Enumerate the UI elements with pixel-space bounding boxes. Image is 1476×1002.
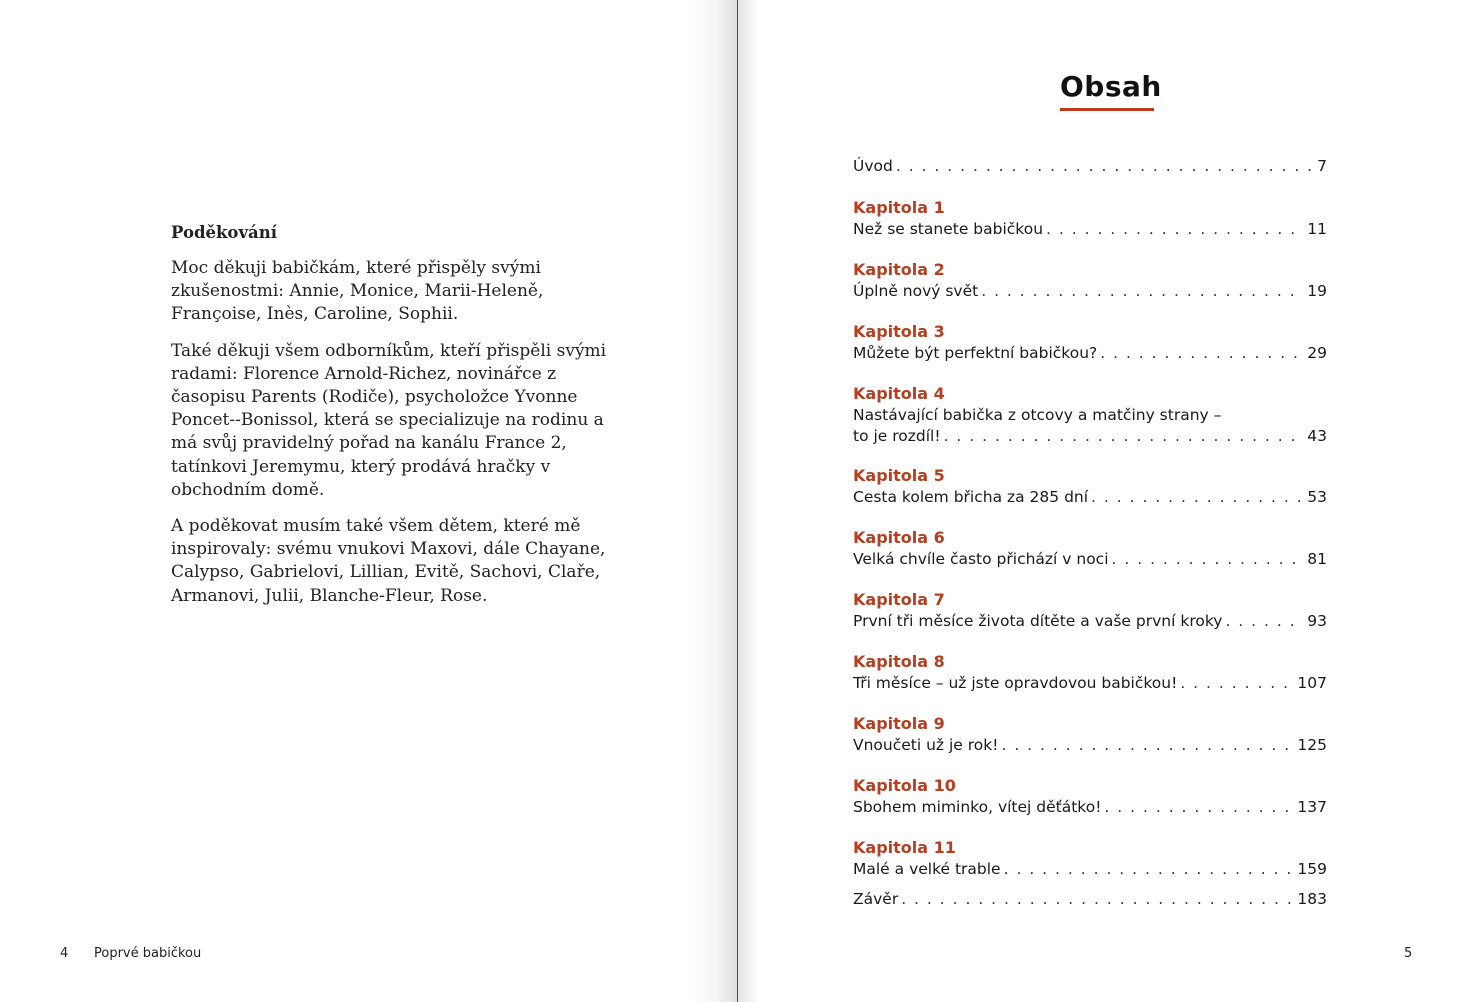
toc-entry-title: Úvod: [853, 157, 893, 175]
toc-entry-line: [853, 859, 1327, 880]
toc-entry-line: [853, 343, 1327, 364]
toc-entry-line: [853, 549, 1327, 570]
toc-page-number: 159: [1297, 860, 1327, 878]
toc-chapter-label: Kapitola 6: [853, 528, 945, 547]
toc-entry[interactable]: [853, 889, 1327, 910]
left-page-number: 4: [60, 946, 69, 961]
toc-entry-line: [853, 735, 1327, 756]
toc-dot-leader: [1104, 797, 1294, 818]
gutter-shadow-right: [738, 0, 760, 1002]
toc-entry-line: [853, 673, 1327, 694]
toc-entry-line: [853, 156, 1327, 177]
toc-dot-leader: [1112, 549, 1305, 570]
toc-entry-title: Než se stanete babičkou: [853, 220, 1044, 238]
toc-page-number: 43: [1307, 427, 1327, 445]
toc-chapter-label: Kapitola 2: [853, 260, 945, 279]
toc-dot-leader: [1180, 673, 1294, 694]
right-page-number: 5: [1404, 946, 1413, 961]
toc-page-number: 81: [1307, 550, 1327, 568]
toc-page-number: 137: [1297, 798, 1327, 816]
toc-entry-line: [853, 426, 1327, 447]
toc-chapter-label: Kapitola 10: [853, 776, 956, 795]
toc-entry-title: Nastávající babička z otcovy a matčiny strany –: [853, 406, 1222, 424]
running-title: Poprvé babičkou: [94, 946, 202, 961]
toc-page-number: 183: [1297, 890, 1327, 908]
toc-entry[interactable]: [853, 838, 1327, 880]
toc-page-number: 125: [1297, 736, 1327, 754]
toc-title-underline: [1060, 108, 1154, 111]
toc-chapter-label: Kapitola 7: [853, 590, 945, 609]
toc-chapter-label: Kapitola 4: [853, 384, 945, 403]
toc-dot-leader: [981, 281, 1304, 302]
toc-dot-leader: [896, 156, 1314, 177]
toc-dot-leader: [901, 889, 1294, 910]
toc-entry[interactable]: [853, 384, 1327, 447]
toc-chapter-label: Kapitola 3: [853, 322, 945, 341]
toc-page-number: 53: [1307, 488, 1327, 506]
toc-entry-title: První tři měsíce života dítěte a vaše první kroky: [853, 612, 1223, 630]
toc-entry-title: Cesta kolem břicha za 285 dní: [853, 488, 1089, 506]
toc-page-number: 93: [1307, 612, 1327, 630]
toc-entry-title: Vnoučeti už je rok!: [853, 736, 999, 754]
toc-entry-title: Závěr: [853, 890, 899, 908]
toc-entry[interactable]: [853, 652, 1327, 694]
toc-entry-title: Úplně nový svět: [853, 282, 979, 300]
toc-page-number: 107: [1297, 674, 1327, 692]
toc-dot-leader: [1225, 611, 1304, 632]
toc-entry-title: Můžete být perfektní babičkou?: [853, 344, 1098, 362]
toc-entry-title: Velká chvíle často přichází v noci: [853, 550, 1109, 568]
toc-entry[interactable]: [853, 322, 1327, 364]
toc-chapter-label: Kapitola 11: [853, 838, 956, 857]
toc-page-number: 19: [1307, 282, 1327, 300]
acknowledgements-paragraph: Moc děkuji babičkám, které přispěly svými zkušenostmi: Annie, Monice, Marii-Heleně, Françoise, Inès, Caroline, Sophii.: [171, 258, 544, 325]
toc-entry[interactable]: [853, 776, 1327, 818]
toc-page-number: 29: [1307, 344, 1327, 362]
acknowledgements-heading: Poděkování: [171, 223, 277, 242]
toc-entry[interactable]: [853, 198, 1327, 240]
toc-chapter-label: Kapitola 1: [853, 198, 945, 217]
acknowledgements-paragraph: A poděkovat musím také všem dětem, které mě inspirovaly: svému vnukovi Maxovi, dále Chayane, Calypso, Gabrielovi, Lillian, Evitě, Sachovi, Claře, Armanovi, Julii, Blanche-Fleur, Rose.: [171, 516, 606, 606]
toc-dot-leader: [1100, 343, 1304, 364]
toc-entry-title: Tři měsíce – už jste opravdovou babičkou!: [853, 674, 1178, 692]
toc-page-number: 11: [1307, 220, 1327, 238]
toc-dot-leader: [1046, 219, 1304, 240]
toc-entry[interactable]: [853, 714, 1327, 756]
toc-entry-line: [853, 611, 1327, 632]
toc-dot-leader: [944, 426, 1305, 447]
toc-entry-line: [853, 889, 1327, 910]
toc-entry-title: Malé a velké trable: [853, 860, 1001, 878]
toc-entry[interactable]: [853, 590, 1327, 632]
toc-entry[interactable]: [853, 528, 1327, 570]
toc-entry-line: [853, 487, 1327, 508]
toc-chapter-label: Kapitola 9: [853, 714, 945, 733]
toc-dot-leader: [1091, 487, 1304, 508]
acknowledgements-paragraph: Také děkuji všem odborníkům, kteří přispěli svými radami: Florence Arnold-Richez, novinářce z časopisu Parents (Rodiče), psycholožce Yvonne Poncet--Bonissol, která se specializuje na rodinu a má svůj pravidelný pořad na kanálu France 2, tatínkovi Jeremymu, který prodává hračky v obchodním domě.: [171, 340, 607, 500]
acknowledgements: [171, 222, 631, 621]
toc-dot-leader: [1001, 735, 1294, 756]
toc-entry-line: [853, 219, 1327, 240]
toc-entry[interactable]: [853, 156, 1327, 177]
toc-chapter-label: Kapitola 5: [853, 466, 945, 485]
toc-entry-line: [853, 797, 1327, 818]
toc-title: Obsah: [1060, 70, 1162, 103]
toc-entry-title: Sbohem miminko, vítej děťátko!: [853, 798, 1102, 816]
toc-entry[interactable]: [853, 260, 1327, 302]
toc-chapter-label: Kapitola 8: [853, 652, 945, 671]
toc-entry-title: to je rozdíl!: [853, 427, 941, 445]
toc-entry[interactable]: [853, 466, 1327, 508]
toc-dot-leader: [1004, 859, 1295, 880]
toc-entry-line: [853, 281, 1327, 302]
toc-page-number: 7: [1317, 157, 1327, 175]
gutter-shadow: [690, 0, 737, 1002]
